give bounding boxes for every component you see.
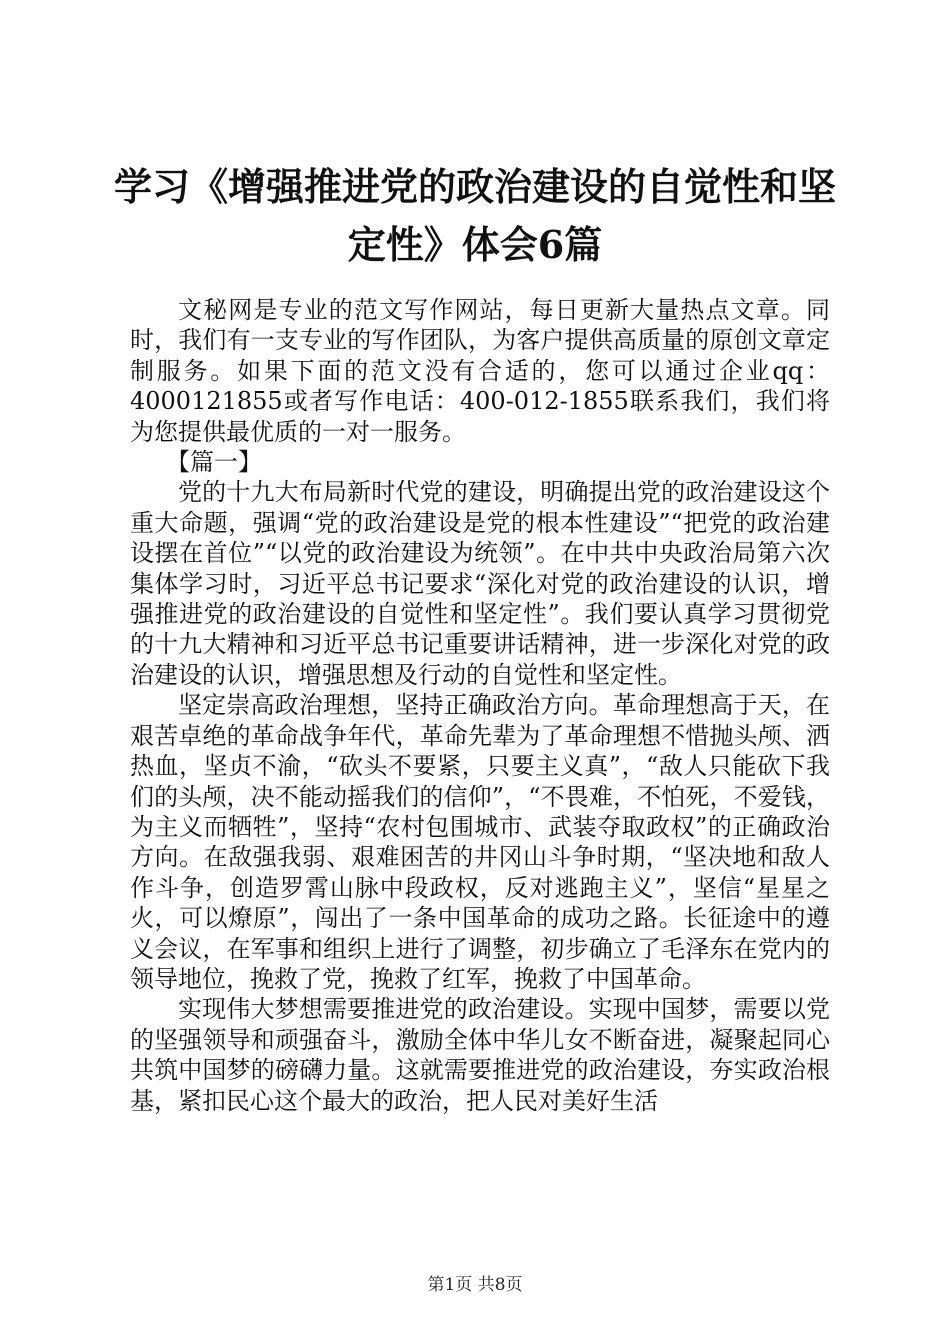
document-body (130, 295, 830, 1116)
page-footer: 第1页 共8页 (427, 1275, 523, 1295)
document-title: 学习《增强推进党的政治建设的自觉性和坚定性》体会6篇 (113, 164, 836, 267)
body-paragraph: 党的十九大布局新时代党的建设，明确提出党的政治建设这个重大命题，强调“党的政治建设是党的根本性建设”“把党的政治建设摆在首位”“以党的政治建设为统领”。在中共中央政治局第六次集体学习时，习近平总书记要求“深化对党的政治建设的认识，增强推进党的政治建设的自觉性和坚定性”。我们要认真学习贯彻党的十九大精神和习近平总书记重要讲话精神，进一步深化对党的政治建设的认识，增强思想及行动的自觉性和坚定性。 (130, 478, 830, 689)
body-paragraph: 实现伟大梦想需要推进党的政治建设。实现中国梦，需要以党的坚强领导和顽强奋斗，激励全体中华儿女不断奋进，凝聚起同心共筑中国梦的磅礴力量。这就需要推进党的政治建设，夯实政治根基，紧扣民心这个最大的政治，把人民对美好生活 (130, 995, 830, 1115)
intro-paragraph: 文秘网是专业的范文写作网站，每日更新大量热点文章。同时，我们有一支专业的写作团队，为客户提供高质量的原创文章定制服务。如果下面的范文没有合适的，您可以通过企业qq：4000121855或者写作电话：400-012-1855联系我们，我们将为您提供最优质的一对一服务。 (130, 296, 830, 446)
section-heading: 【篇一】 (166, 448, 262, 477)
body-paragraph: 坚定崇高政治理想，坚持正确政治方向。革命理想高于天，在艰苦卓绝的革命战争年代，革命先辈为了革命理想不惜抛头颅、洒热血，坚贞不渝，“砍头不要紧，只要主义真”，“敌人只能砍下我们的头颅，决不能动摇我们的信仰”，“不畏难，不怕死，不爱钱，为主义而牺牲”，坚持“农村包围城市、武装夺取政权”的正确政治方向。在敌强我弱、艰难困苦的井冈山斗争时期，“坚决地和敌人作斗争，创造罗霄山脉中段政权，反对逃跑主义”，坚信“星星之火，可以燎原”，闯出了一条中国革命的成功之路。长征途中的遵义会议，在军事和组织上进行了调整，初步确立了毛泽东在党内的领导地位，挽救了党，挽救了红军，挽救了中国革命。 (130, 691, 830, 993)
